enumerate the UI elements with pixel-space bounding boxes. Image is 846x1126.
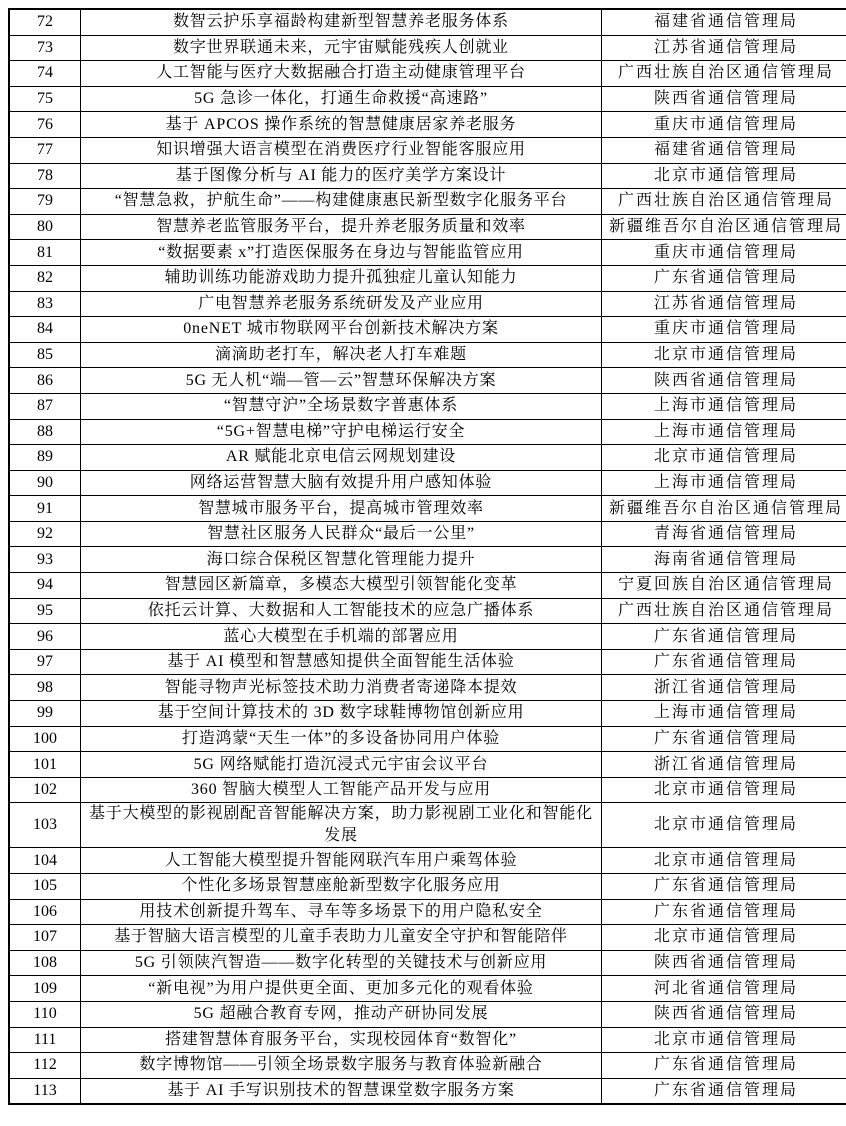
row-number: 109 (9, 976, 81, 1002)
table-row (9, 573, 846, 599)
project-title: 数智云护乐享福龄构建新型智慧养老服务体系 (81, 9, 602, 35)
table-row (9, 874, 846, 900)
project-title: 蓝心大模型在手机端的部署应用 (81, 624, 602, 650)
bureau-name: 广东省通信管理局 (602, 726, 846, 752)
bureau-name: 陕西省通信管理局 (602, 950, 846, 976)
bureau-name: 上海市通信管理局 (602, 470, 846, 496)
bureau-name: 广东省通信管理局 (602, 1053, 846, 1079)
project-title: 数字世界联通未来，元宇宙赋能残疾人创就业 (81, 35, 602, 61)
row-number: 90 (9, 470, 81, 496)
project-title: 用技术创新提升驾车、寻车等多场景下的用户隐私安全 (81, 899, 602, 925)
row-number: 112 (9, 1053, 81, 1079)
row-number: 79 (9, 189, 81, 215)
table-row (9, 445, 846, 471)
project-title: 海口综合保税区智慧化管理能力提升 (81, 547, 602, 573)
bureau-name: 北京市通信管理局 (602, 803, 846, 848)
bureau-name: 广西壮族自治区通信管理局 (602, 598, 846, 624)
project-title: 智慧社区服务人民群众“最后一公里” (81, 521, 602, 547)
project-title: 辅助训练功能游戏助力提升孤独症儿童认知能力 (81, 265, 602, 291)
row-number: 81 (9, 240, 81, 266)
row-number: 92 (9, 521, 81, 547)
row-number: 88 (9, 419, 81, 445)
bureau-name: 广西壮族自治区通信管理局 (602, 61, 846, 87)
table-row (9, 317, 846, 343)
bureau-name: 广东省通信管理局 (602, 1078, 846, 1104)
bureau-name: 重庆市通信管理局 (602, 317, 846, 343)
bureau-name: 北京市通信管理局 (602, 848, 846, 874)
bureau-name: 广东省通信管理局 (602, 899, 846, 925)
table-row (9, 701, 846, 727)
project-title: “智慧急救，护航生命”——构建健康惠民新型数字化服务平台 (81, 189, 602, 215)
table-row (9, 1001, 846, 1027)
table-row (9, 803, 846, 848)
row-number: 103 (9, 803, 81, 848)
project-title: 基于大模型的影视剧配音智能解决方案，助力影视剧工业化和智能化发展 (81, 803, 602, 848)
table-body (9, 9, 846, 1104)
table-row (9, 265, 846, 291)
table-row (9, 649, 846, 675)
bureau-name: 广东省通信管理局 (602, 624, 846, 650)
table-row (9, 752, 846, 778)
bureau-name: 浙江省通信管理局 (602, 675, 846, 701)
project-title: 滴滴助老打车，解决老人打车难题 (81, 342, 602, 368)
row-number: 78 (9, 163, 81, 189)
bureau-name: 新疆维吾尔自治区通信管理局 (602, 496, 846, 522)
row-number: 101 (9, 752, 81, 778)
row-number: 77 (9, 137, 81, 163)
row-number: 102 (9, 777, 81, 803)
project-title: 数字博物馆——引领全场景数字服务与教育体验新融合 (81, 1053, 602, 1079)
project-title: 人工智能大模型提升智能网联汽车用户乘驾体验 (81, 848, 602, 874)
row-number: 83 (9, 291, 81, 317)
project-title: 基于智脑大语言模型的儿童手表助力儿童安全守护和智能陪伴 (81, 925, 602, 951)
project-title: 搭建智慧体育服务平台，实现校园体育“数智化” (81, 1027, 602, 1053)
table-row (9, 547, 846, 573)
bureau-name: 广东省通信管理局 (602, 265, 846, 291)
project-title: “5G+智慧电梯”守护电梯运行安全 (81, 419, 602, 445)
project-title: 5G 无人机“端—管—云”智慧环保解决方案 (81, 368, 602, 394)
bureau-name: 新疆维吾尔自治区通信管理局 (602, 214, 846, 240)
table-row (9, 496, 846, 522)
table-row (9, 137, 846, 163)
project-title: 个性化多场景智慧座舱新型数字化服务应用 (81, 874, 602, 900)
bureau-name: 北京市通信管理局 (602, 1027, 846, 1053)
table-row (9, 1053, 846, 1079)
bureau-name: 北京市通信管理局 (602, 777, 846, 803)
row-number: 97 (9, 649, 81, 675)
bureau-name: 北京市通信管理局 (602, 925, 846, 951)
bureau-name: 上海市通信管理局 (602, 419, 846, 445)
table-row (9, 86, 846, 112)
table-row (9, 925, 846, 951)
bureau-name: 福建省通信管理局 (602, 137, 846, 163)
project-title: 依托云计算、大数据和人工智能技术的应急广播体系 (81, 598, 602, 624)
row-number: 106 (9, 899, 81, 925)
project-title: 基于 APCOS 操作系统的智慧健康居家养老服务 (81, 112, 602, 138)
table-row (9, 950, 846, 976)
table-row (9, 848, 846, 874)
row-number: 111 (9, 1027, 81, 1053)
row-number: 107 (9, 925, 81, 951)
table-row (9, 899, 846, 925)
project-title: “数据要素 x”打造医保服务在身边与智能监管应用 (81, 240, 602, 266)
table-row (9, 61, 846, 87)
row-number: 98 (9, 675, 81, 701)
row-number: 94 (9, 573, 81, 599)
table-row (9, 675, 846, 701)
project-title: 知识增强大语言模型在消费医疗行业智能客服应用 (81, 137, 602, 163)
bureau-name: 浙江省通信管理局 (602, 752, 846, 778)
table-row (9, 470, 846, 496)
bureau-name: 福建省通信管理局 (602, 9, 846, 35)
row-number: 108 (9, 950, 81, 976)
project-title: 网络运营智慧大脑有效提升用户感知体验 (81, 470, 602, 496)
row-number: 76 (9, 112, 81, 138)
bureau-name: 海南省通信管理局 (602, 547, 846, 573)
bureau-name: 北京市通信管理局 (602, 445, 846, 471)
bureau-name: 江苏省通信管理局 (602, 35, 846, 61)
bureau-name: 北京市通信管理局 (602, 342, 846, 368)
table-row (9, 368, 846, 394)
row-number: 113 (9, 1078, 81, 1104)
project-title: 基于图像分析与 AI 能力的医疗美学方案设计 (81, 163, 602, 189)
row-number: 105 (9, 874, 81, 900)
row-number: 73 (9, 35, 81, 61)
project-title: 5G 引领陕汽智造——数字化转型的关键技术与创新应用 (81, 950, 602, 976)
table-row (9, 112, 846, 138)
row-number: 87 (9, 393, 81, 419)
table-row (9, 419, 846, 445)
bureau-name: 重庆市通信管理局 (602, 112, 846, 138)
project-title: “智慧守沪”全场景数字普惠体系 (81, 393, 602, 419)
bureau-name: 陕西省通信管理局 (602, 1001, 846, 1027)
bureau-name: 广东省通信管理局 (602, 874, 846, 900)
bureau-name: 青海省通信管理局 (602, 521, 846, 547)
bureau-name: 北京市通信管理局 (602, 163, 846, 189)
bureau-name: 上海市通信管理局 (602, 701, 846, 727)
row-number: 80 (9, 214, 81, 240)
row-number: 99 (9, 701, 81, 727)
bureau-name: 陕西省通信管理局 (602, 368, 846, 394)
table-row (9, 9, 846, 35)
row-number: 86 (9, 368, 81, 394)
row-number: 89 (9, 445, 81, 471)
table-row (9, 624, 846, 650)
project-title: 5G 网络赋能打造沉浸式元宇宙会议平台 (81, 752, 602, 778)
row-number: 82 (9, 265, 81, 291)
bureau-name: 上海市通信管理局 (602, 393, 846, 419)
project-title: 智慧养老监管服务平台，提升养老服务质量和效率 (81, 214, 602, 240)
table-row (9, 240, 846, 266)
project-title: 基于空间计算技术的 3D 数字球鞋博物馆创新应用 (81, 701, 602, 727)
row-number: 85 (9, 342, 81, 368)
row-number: 75 (9, 86, 81, 112)
bureau-name: 重庆市通信管理局 (602, 240, 846, 266)
table-row (9, 35, 846, 61)
row-number: 84 (9, 317, 81, 343)
project-title: 智慧园区新篇章，多模态大模型引领智能化变革 (81, 573, 602, 599)
project-list-table (8, 8, 846, 1105)
row-number: 72 (9, 9, 81, 35)
bureau-name: 宁夏回族自治区通信管理局 (602, 573, 846, 599)
table-row (9, 163, 846, 189)
table-row (9, 1078, 846, 1104)
bureau-name: 江苏省通信管理局 (602, 291, 846, 317)
project-title: 5G 急诊一体化，打通生命救援“高速路” (81, 86, 602, 112)
project-title: 基于 AI 手写识别技术的智慧课堂数字服务方案 (81, 1078, 602, 1104)
table-row (9, 598, 846, 624)
bureau-name: 河北省通信管理局 (602, 976, 846, 1002)
row-number: 95 (9, 598, 81, 624)
bureau-name: 陕西省通信管理局 (602, 86, 846, 112)
project-title: 基于 AI 模型和智慧感知提供全面智能生活体验 (81, 649, 602, 675)
table-row (9, 726, 846, 752)
project-title: 人工智能与医疗大数据融合打造主动健康管理平台 (81, 61, 602, 87)
row-number: 74 (9, 61, 81, 87)
table-row (9, 976, 846, 1002)
bureau-name: 广东省通信管理局 (602, 649, 846, 675)
table-row (9, 393, 846, 419)
table-row (9, 1027, 846, 1053)
table-row (9, 342, 846, 368)
project-title: 智慧城市服务平台，提高城市管理效率 (81, 496, 602, 522)
table-row (9, 189, 846, 215)
table-row (9, 291, 846, 317)
row-number: 91 (9, 496, 81, 522)
row-number: 110 (9, 1001, 81, 1027)
row-number: 93 (9, 547, 81, 573)
project-title: AR 赋能北京电信云网规划建设 (81, 445, 602, 471)
row-number: 96 (9, 624, 81, 650)
table-row (9, 214, 846, 240)
table-row (9, 777, 846, 803)
row-number: 100 (9, 726, 81, 752)
row-number: 104 (9, 848, 81, 874)
project-title: 广电智慧养老服务系统研发及产业应用 (81, 291, 602, 317)
bureau-name: 广西壮族自治区通信管理局 (602, 189, 846, 215)
table-row (9, 521, 846, 547)
project-title: 智能寻物声光标签技术助力消费者寄递降本提效 (81, 675, 602, 701)
project-title: 0neNET 城市物联网平台创新技术解决方案 (81, 317, 602, 343)
project-title: 360 智脑大模型人工智能产品开发与应用 (81, 777, 602, 803)
project-title: 5G 超融合教育专网，推动产研协同发展 (81, 1001, 602, 1027)
project-title: 打造鸿蒙“天生一体”的多设备协同用户体验 (81, 726, 602, 752)
project-title: “新电视”为用户提供更全面、更加多元化的观看体验 (81, 976, 602, 1002)
